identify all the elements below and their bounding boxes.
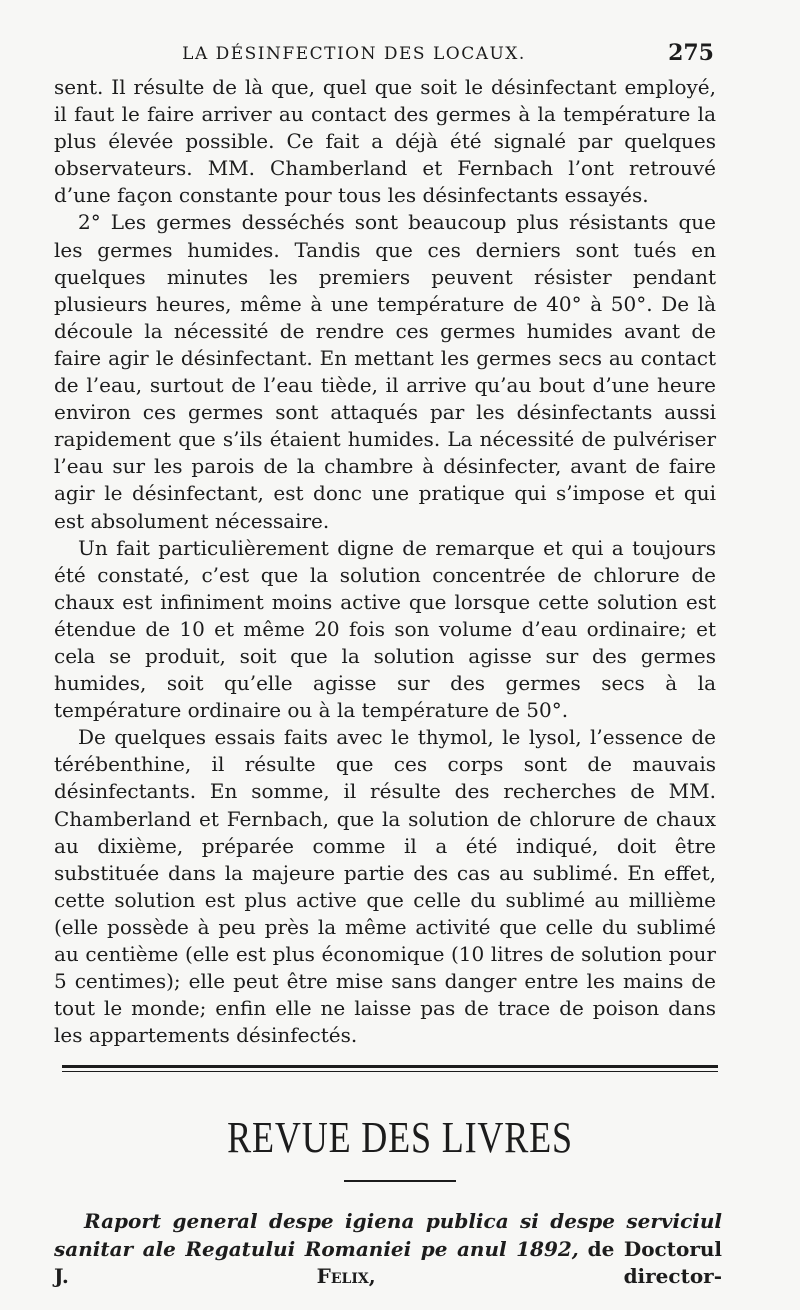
paragraph-continuation: sent. Il résulte de là que, quel que soit le désinfectant employé, il faut le faire arriver au contact des germes à la température la plus élevée possible. Ce fait a déjà été signalé par quelques observateurs. MM. Chamberland et Fernbach l’ont retrouvé d’une façon constante pour tous les désinfectants essayés. <box>54 75 716 208</box>
review-trailing: director- <box>623 1264 722 1288</box>
review-by: de Doctorul J. <box>54 1236 722 1288</box>
review-book-title: Raport general despe igiena publica si despe serviciul sanitar ale Regatului Romaniei pe anul 1892, <box>54 1209 722 1261</box>
book-review-entry <box>54 1208 722 1291</box>
divider-thick-rule <box>62 1065 718 1068</box>
running-header <box>54 40 714 68</box>
paragraph-essais-thymol: De quelques essais faits avec le thymol, le lysol, l’essence de térébenthine, il résulte que ces corps sont de mauvais désinfectants. En somme, il résulte des recherches de MM. Chamberland et Fernbach, que la solution de chlorure de chaux au dixième, préparée comme il a été indiqué, doit être substituée dans la majeure partie des cas au sublimé. En effet, cette solution est plus active que celle du sublimé au millième (elle possède à peu près la même activité que celle du sublimé au centième (elle est plus économique (10 litres de solution pour 5 centimes); elle peut être mise sans danger entre les mains de tout le monde; enfin elle ne laisse pas de trace de poison dans les appartements désinfectés. <box>54 725 716 1048</box>
section-divider <box>62 1065 718 1072</box>
heading-underline <box>344 1180 456 1182</box>
review-author: Felix, <box>316 1264 376 1288</box>
paragraph-chlorure-de-chaux: Un fait particulièrement digne de remarque et qui a toujours été constaté, c’est que la solution concentrée de chlorure de chaux est infiniment moins active que lorsque cette solution est étendue de 10 et même 20 fois son volume d’eau ordinaire; et cela se produit, soit que la solution agisse sur des germes humides, soit qu’elle agisse sur des germes secs à la température ordinaire ou à la température de 50°. <box>54 535 716 723</box>
article-body <box>54 74 716 1049</box>
page-number: 275 <box>668 40 714 66</box>
paragraph-germes-desseches: 2° Les germes desséchés sont beaucoup plus résistants que les germes humides. Tandis que ces derniers sont tués en quelques minutes les premiers peuvent résister pendant plusieurs heures, même à une température de 40° à 50°. De là découle la nécessité de rendre ces germes humides avant de faire agir le désinfectant. En mettant les germes secs au contact de l’eau, surtout de l’eau tiède, il arrive qu’au bout d’une heure environ ces germes sont attaqués par les désinfectants aussi rapidement que s’ils étaient humides. La nécessité de pulvériser l’eau sur les parois de la chambre à désinfecter, avant de faire agir le désinfectant, est donc une pratique qui s’impose et qui est absolument nécessaire. <box>54 210 716 533</box>
section-heading: REVUE DES LIVRES <box>227 1113 573 1162</box>
divider-thin-rule <box>62 1071 718 1072</box>
running-title: LA DÉSINFECTION DES LOCAUX. <box>182 44 526 64</box>
